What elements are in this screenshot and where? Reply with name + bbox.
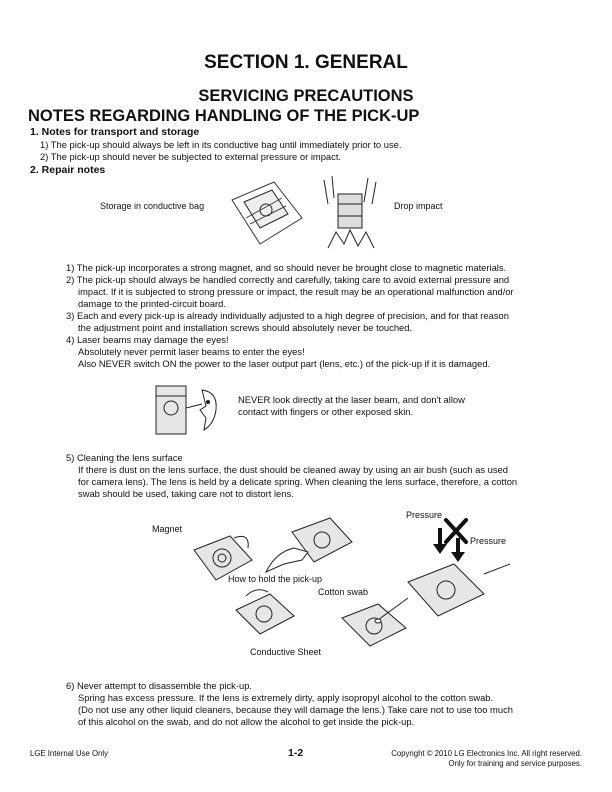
page-number: 1-2: [288, 747, 304, 759]
page-subtitle: SERVICING PRECAUTIONS: [198, 87, 414, 105]
note-5: 5) Cleaning the lens surface: [66, 452, 183, 463]
note-5-cont-2: for camera lens). The lens is held by a delicate spring. When cleaning the lens surface, therefore, a cotton: [78, 476, 518, 487]
caption-pressure-1: Pressure: [406, 510, 443, 520]
section1-item-2: 2) The pick-up should never be subjected to external pressure or impact.: [40, 151, 342, 162]
note-6: 6) Never attempt to disassemble the pick-up.: [66, 680, 253, 691]
note-2-cont-1: impact. If it is subjected to strong pressure or impact, the result may be an operational malfunction and/or: [78, 286, 514, 297]
caption-cotton-swab: Cotton swab: [318, 587, 369, 597]
caption-drop: Drop impact: [394, 201, 443, 211]
note-3-cont: the adjustment point and installation screws should absolutely never be touched.: [78, 322, 413, 333]
footer-training: Only for training and service purposes.: [448, 759, 582, 768]
caption-magnet: Magnet: [152, 524, 183, 534]
cotton-swab-illustration: [338, 596, 414, 654]
footer-copyright: Copyright © 2010 LG Electronics Inc. All right reserved.: [391, 749, 582, 758]
note-3: 3) Each and every pick-up is already individually adjusted to a high degree of precision, and for that reason: [66, 310, 509, 321]
section-title: SECTION 1. GENERAL: [204, 52, 408, 73]
laser-warning-line-2: contact with fingers or other exposed skin.: [238, 406, 414, 417]
notes-title: NOTES REGARDING HANDLING OF THE PICK-UP: [28, 107, 420, 125]
footer-internal-use: LGE Internal Use Only: [30, 749, 109, 758]
section2-heading: 2. Repair notes: [30, 164, 106, 176]
conductive-bag-illustration: [226, 178, 306, 250]
drop-impact-illustration: [318, 174, 384, 256]
laser-warning-illustration: [150, 380, 230, 440]
note-2-cont-2: damage to the printed-circuit board.: [78, 298, 226, 309]
note-4: 4) Laser beams may damage the eyes!: [66, 334, 229, 345]
note-5-cont-3: swab should be used, taking care not to distort lens.: [78, 488, 294, 499]
pressure-illustration: [398, 512, 518, 622]
caption-how-to-hold: How to hold the pick-up: [228, 574, 323, 584]
caption-storage: Storage in conductive bag: [100, 201, 205, 211]
note-4-cont-1: Absolutely never permit laser beams to enter the eyes!: [78, 346, 305, 357]
hold-pickup-illustration: [262, 512, 358, 578]
section1-heading: 1. Notes for transport and storage: [30, 126, 200, 138]
note-5-cont-1: If there is dust on the lens surface, the dust should be cleaned away by using an air bush (such as used: [78, 464, 508, 475]
note-6-cont-1: Spring has excess pressure. If the lens is extremely dirty, apply isopropyl alcohol to the cotton swab.: [78, 692, 494, 703]
caption-pressure-2: Pressure: [470, 536, 507, 546]
laser-warning-line-1: NEVER look directly at the laser beam, and don't allow: [238, 394, 465, 405]
pickup-sheet-illustration: [232, 586, 298, 642]
note-4-cont-2: Also NEVER switch ON the power to the laser output part (lens, etc.) of the pick-up if it is damaged.: [78, 358, 491, 369]
note-1: 1) The pick-up incorporates a strong magnet, and so should never be brought close to magnetic materials.: [66, 262, 507, 273]
note-6-cont-3: of this alcohol on the swab, and do not allow the alcohol to get inside the pick-up.: [78, 716, 415, 727]
note-2: 2) The pick-up should always be handled correctly and carefully, taking care to avoid external pressure and: [66, 274, 510, 285]
note-6-cont-2: (Do not use any other liquid cleaners, because they will damage the lens.) Take care not to use too much: [78, 704, 513, 715]
caption-conductive-sheet: Conductive Sheet: [250, 647, 322, 657]
section1-item-1: 1) The pick-up should always be left in its conductive bag until immediately prior to use.: [40, 139, 402, 150]
